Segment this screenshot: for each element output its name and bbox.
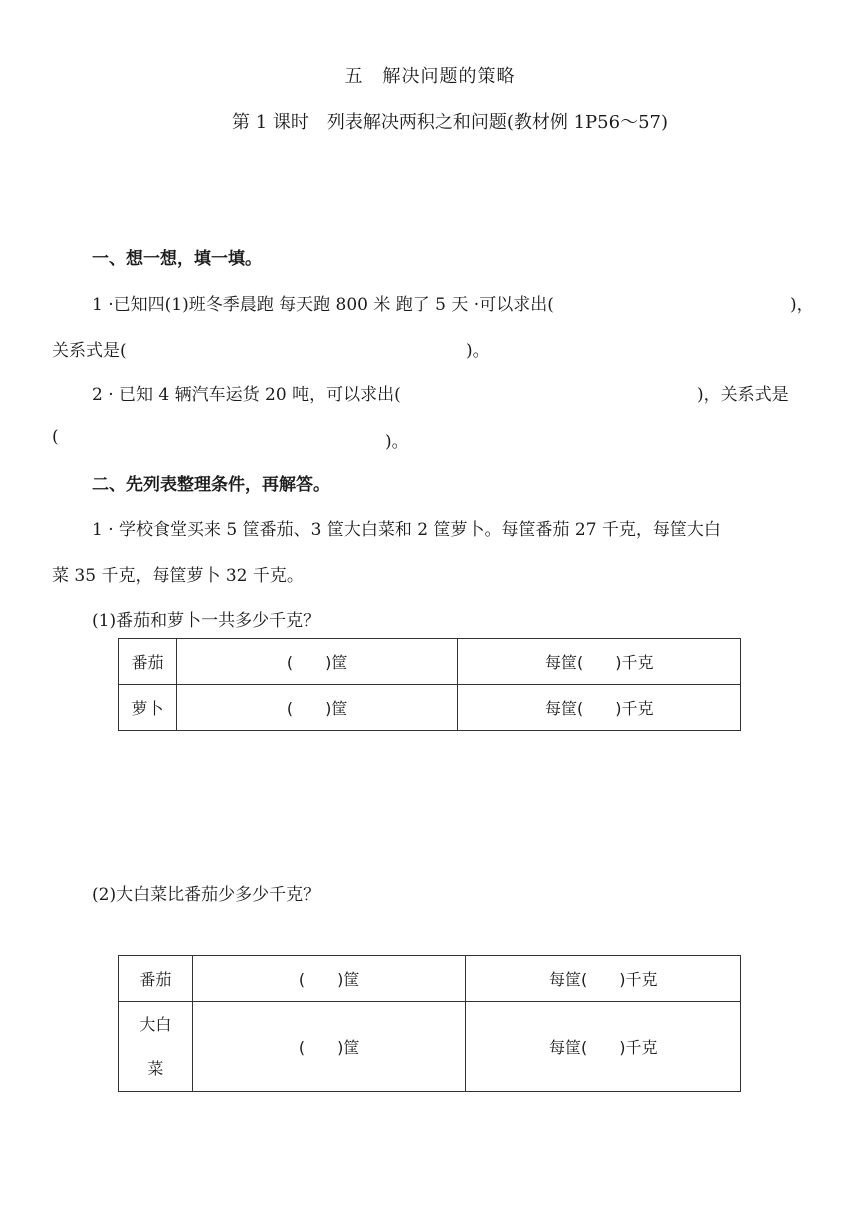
item-cell bbox=[119, 1002, 193, 1092]
sub-question-1: (1)番茄和萝卜一共多少千克？ bbox=[92, 611, 321, 631]
table-tomato-radish bbox=[118, 638, 741, 731]
table-row bbox=[119, 956, 741, 1002]
sub-question-2: (2)大白菜比番茄少多少千克？ bbox=[92, 885, 321, 905]
question-1-text: 1 ·已知四(1)班冬季晨跑 每天跑 800 米 跑了 5 天 ·可以求出( bbox=[92, 295, 554, 315]
section-2-heading: 二、先列表整理条件，再解答。 bbox=[92, 475, 330, 495]
problem-line-1: 1 · 学校食堂买来 5 筐番茄、3 筐大白菜和 2 筐萝卜。每筐番茄 27 千克，每筐大白 bbox=[92, 520, 721, 540]
count-cell: ( )筐 bbox=[176, 639, 458, 685]
item-label-line-2: 菜 bbox=[147, 1058, 164, 1078]
question-1-relation-end: )。 bbox=[466, 341, 490, 361]
count-cell: ( )筐 bbox=[192, 956, 466, 1002]
question-1-relation-start: 关系式是( bbox=[52, 341, 127, 361]
item-cell: 萝卜 bbox=[119, 685, 177, 731]
weight-cell: 每筐( )千克 bbox=[466, 956, 741, 1002]
table-row bbox=[119, 639, 741, 685]
item-cell: 番茄 bbox=[119, 639, 177, 685]
question-2-blank-close: )，关系式是 bbox=[697, 385, 789, 405]
weight-cell: 每筐( )千克 bbox=[458, 685, 741, 731]
item-cell: 番茄 bbox=[119, 956, 193, 1002]
count-cell: ( )筐 bbox=[192, 1002, 466, 1092]
problem-line-2: 菜 35 千克，每筐萝卜 32 千克。 bbox=[52, 566, 304, 586]
table-row bbox=[119, 685, 741, 731]
question-2-relation-end: )。 bbox=[385, 432, 409, 452]
weight-cell: 每筐( )千克 bbox=[458, 639, 741, 685]
question-2-text: 2 · 已知 4 辆汽车运货 20 吨，可以求出( bbox=[92, 385, 401, 405]
lesson-subtitle: 第 1 课时 列表解决两积之和问题(教材例 1P56～57) bbox=[231, 112, 669, 133]
table-tomato-cabbage bbox=[118, 955, 741, 1092]
page-title: 五 解决问题的策略 bbox=[344, 66, 516, 87]
count-cell: ( )筐 bbox=[176, 685, 458, 731]
question-1-line-1 bbox=[92, 290, 554, 315]
table-row bbox=[119, 1002, 741, 1092]
question-2-relation-start: ( bbox=[52, 427, 59, 447]
item-label-line-1: 大白 bbox=[139, 1014, 172, 1034]
weight-cell: 每筐( )千克 bbox=[466, 1002, 741, 1092]
question-1-blank-close: )， bbox=[790, 295, 814, 315]
section-1-heading: 一、想一想，填一填。 bbox=[92, 249, 262, 269]
